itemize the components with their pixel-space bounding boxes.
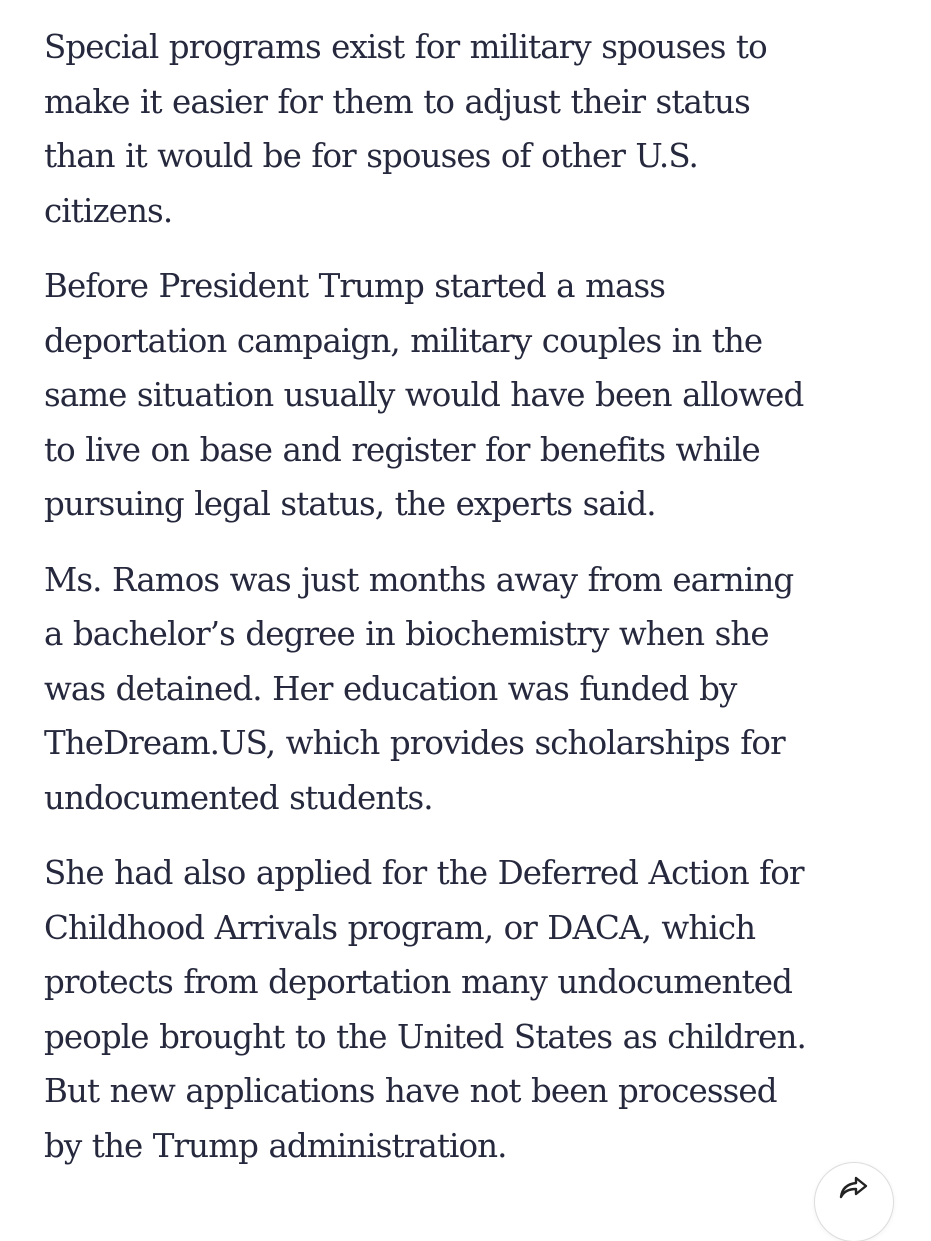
text-line: Ms. Ramos was just months away from earning [44, 560, 794, 599]
article-body [44, 20, 904, 1194]
text-line: TheDream.US, which provides scholarships for [44, 724, 785, 762]
paragraph-daca [44, 846, 904, 1173]
text-line: But new applications have not been processed [44, 1072, 777, 1110]
share-arrow-icon [839, 1175, 869, 1201]
text-line: Before President Trump started a mass [44, 267, 666, 305]
text-line: Special programs exist for military spouses to [44, 28, 767, 66]
text-line: She had also applied for the Deferred Action for [44, 854, 804, 892]
text-line: a bachelor’s degree in biochemistry when she [44, 615, 769, 653]
text-line: deportation campaign, military couples in the [44, 321, 763, 360]
text-line: citizens. [44, 191, 173, 230]
text-line: pursuing legal status, the experts said. [44, 485, 656, 523]
text-line: undocumented students. [44, 778, 433, 817]
text-line: by the Trump administration. [44, 1126, 507, 1165]
text-line: same situation usually would have been allowed [44, 376, 804, 414]
text-line: people brought to the United States as children. [44, 1017, 806, 1056]
paragraph-deportation-campaign [44, 259, 904, 532]
text-line: than it would be for spouses of other U.S. [44, 137, 698, 175]
text-line: was detained. Her education was funded by [44, 669, 737, 708]
text-line: protects from deportation many undocumented [44, 963, 792, 1001]
text-line: make it easier for them to adjust their status [44, 82, 750, 121]
paragraph-ms-ramos-education [44, 553, 904, 826]
paragraph-military-spouses [44, 20, 904, 238]
share-button[interactable] [815, 1163, 893, 1241]
text-line: to live on base and register for benefits while [44, 430, 760, 469]
text-line: Childhood Arrivals program, or DACA, which [44, 908, 756, 947]
